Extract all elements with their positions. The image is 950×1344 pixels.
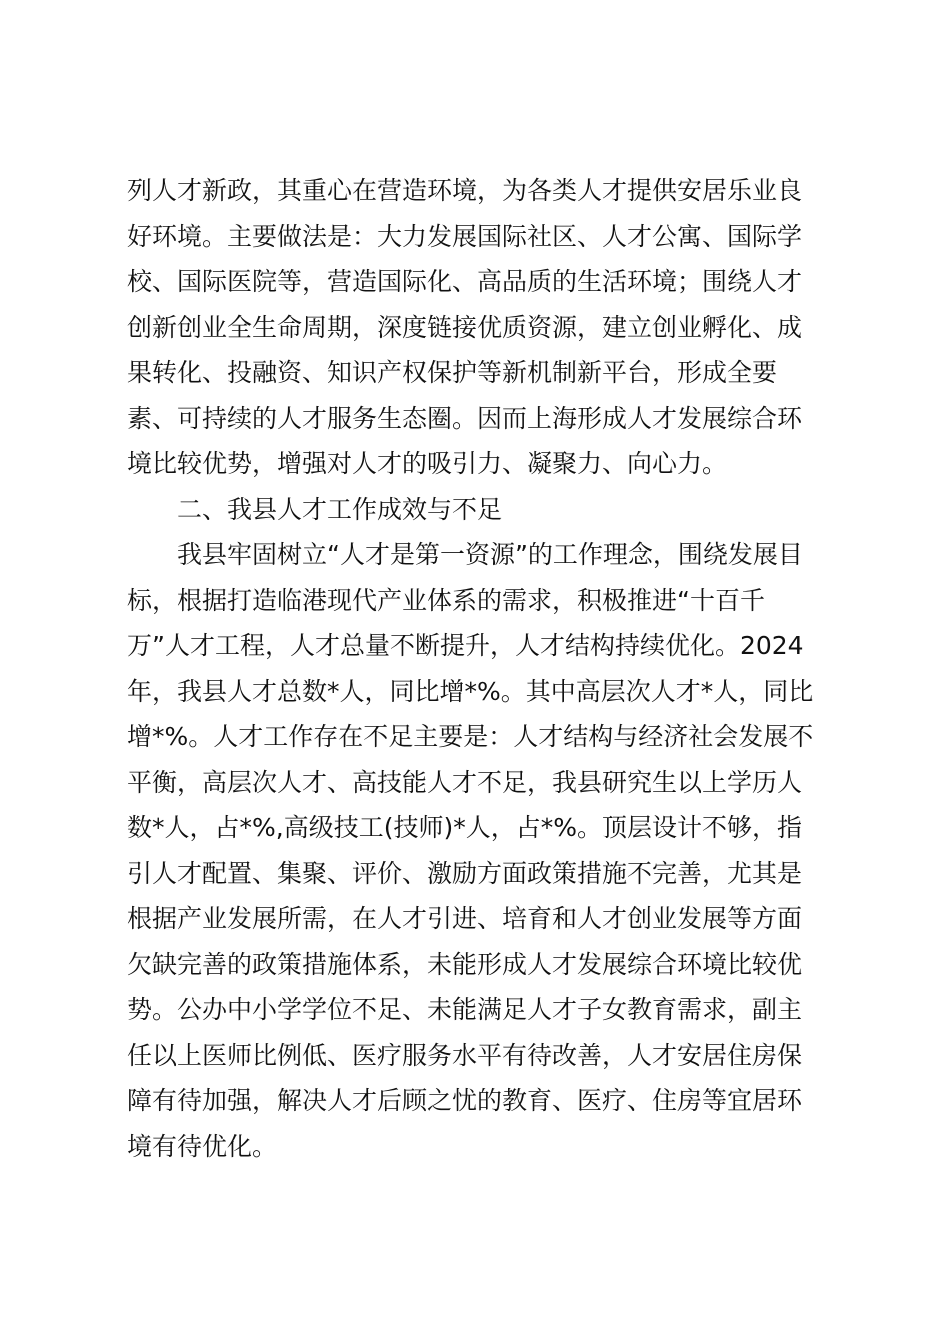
body-text-line: 年，我县人才总数*人，同比增*%。其中高层次人才*人，同比 [127,676,814,706]
document-body [127,168,830,1169]
body-text-line: 增*%。人才工作存在不足主要是：人才结构与经济社会发展不 [127,722,814,751]
body-text-line: 任以上医师比例低、医疗服务水平有待改善，人才安居住房保 [127,1040,803,1070]
body-text-line: 欠缺完善的政策措施体系，未能形成人才发展综合环境比较优 [127,949,803,979]
body-text-line: 势。公办中小学学位不足、未能满足人才子女教育需求，副主 [127,995,803,1024]
body-text-line: 根据产业发展所需，在人才引进、培育和人才创业发展等方面 [127,904,803,933]
body-text-line: 好环境。主要做法是：大力发展国际社区、人才公寓、国际学 [127,221,803,251]
section-heading: 二、我县人才工作成效与不足 [177,494,503,524]
body-text-line: 境有待优化。 [127,1131,278,1161]
body-text-line: 校、国际医院等，营造国际化、高品质的生活环境；围绕人才 [127,267,803,296]
body-text-line: 障有待加强，解决人才后顾之忧的教育、医疗、住房等宜居环 [127,1086,803,1115]
body-text-line: 引人才配置、集聚、评价、激励方面政策措施不完善，尤其是 [127,858,803,888]
body-text-line: 平衡，高层次人才、高技能人才不足，我县研究生以上学历人 [127,767,803,797]
body-text-line: 创新创业全生命周期，深度链接优质资源，建立创业孵化、成 [127,312,803,342]
body-text-line: 万”人才工程，人才总量不断提升，人才结构持续优化。2024 [127,631,804,660]
body-text-line: 数*人，占*%,高级技工(技师)*人，占*%。顶层设计不够，指 [127,813,802,842]
body-text-line: 果转化、投融资、知识产权保护等新机制新平台，形成全要 [127,358,778,387]
body-text-line: 我县牢固树立“人才是第一资源”的工作理念，围绕发展目 [177,540,803,569]
body-text-line: 标，根据打造临港现代产业体系的需求，积极推进“十百千 [127,585,765,615]
body-text-line: 境比较优势，增强对人才的吸引力、凝聚力、向心力。 [127,449,728,478]
body-text-line: 素、可持续的人才服务生态圈。因而上海形成人才发展综合环 [127,403,803,433]
body-text-line: 列人才新政，其重心在营造环境，为各类人才提供安居乐业良 [127,176,803,205]
